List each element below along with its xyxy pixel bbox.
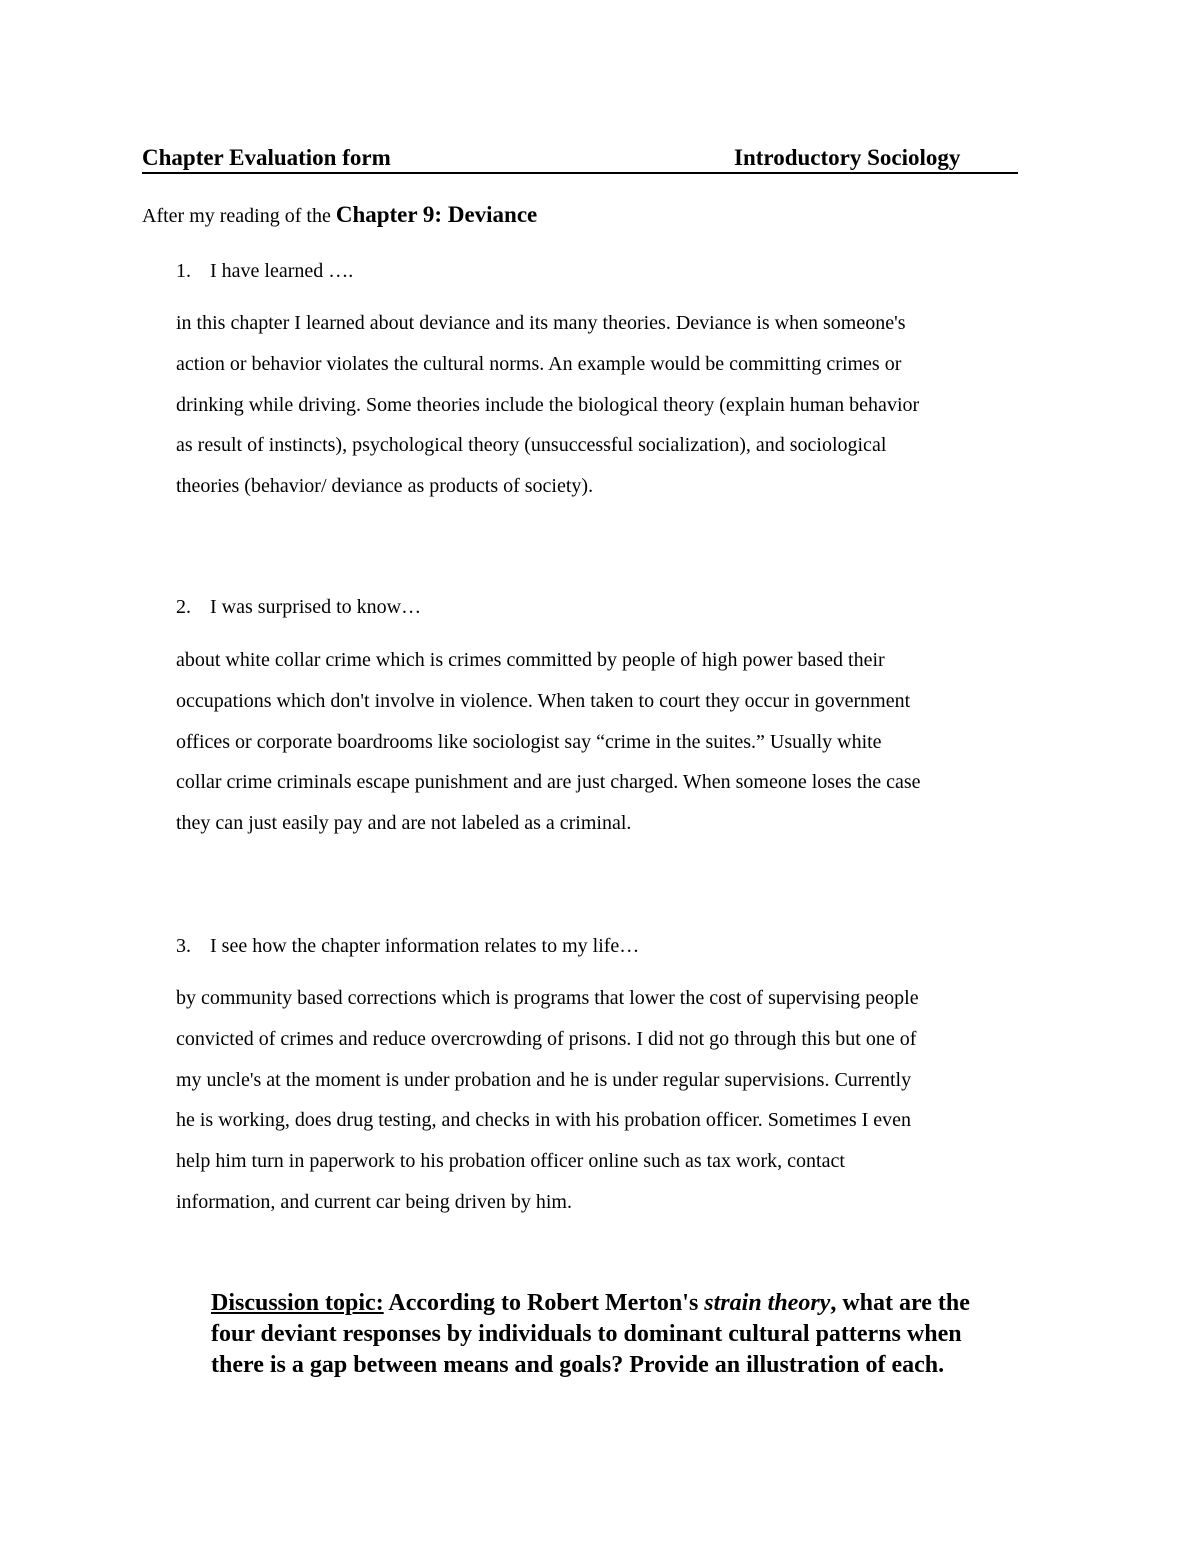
discussion-text: According to Robert Merton's [383, 1290, 705, 1316]
answer-line: collar crime criminals escape punishment and are just charged. When someone loses the case [176, 771, 921, 794]
discussion-line [211, 1288, 1071, 1319]
question-text: I have learned …. [210, 260, 354, 282]
answer-line: about white collar crime which is crimes committed by people of high power based their [176, 649, 885, 671]
answer-line: convicted of crimes and reduce overcrowding of prisons. I did not go through this but one of [176, 1027, 917, 1050]
intro-line [142, 200, 537, 231]
chapter-title: Chapter 9: Deviance [335, 202, 538, 227]
answer-line: drinking while driving. Some theories include the biological theory (explain human behavior [176, 393, 920, 416]
discussion-label: Discussion topic: [211, 1290, 384, 1316]
answer-line: he is working, does drug testing, and checks in with his probation officer. Sometimes I even [176, 1109, 912, 1132]
form-title: Chapter Evaluation form [142, 145, 391, 170]
answer-line: occupations which don't involve in violence. When taken to court they occur in government [176, 689, 911, 712]
answer-line: information, and current car being driven by him. [176, 1190, 572, 1213]
question-text: I see how the chapter information relates to my life… [210, 935, 640, 957]
answer-line: offices or corporate boardrooms like sociologist say “crime in the suites.” Usually white [176, 730, 882, 753]
question-3-prompt [176, 931, 639, 961]
intro-prefix: After my reading of the [142, 205, 336, 227]
question-number: 1. [176, 260, 191, 282]
course-title: Introductory Sociology [734, 145, 961, 170]
question-number: 2. [176, 596, 191, 618]
answer-line: my uncle's at the moment is under probation and he is under regular supervisions. Currently [176, 1068, 912, 1091]
question-number: 3. [176, 935, 191, 957]
form-header [142, 142, 1018, 174]
discussion-text: , what are the [830, 1290, 970, 1316]
question-1-answer [176, 303, 1066, 507]
question-2-prompt [176, 592, 421, 622]
discussion-line: there is a gap between means and goals? Provide an illustration of each. [211, 1352, 945, 1378]
answer-line: theories (behavior/ deviance as products of society). [176, 475, 594, 498]
question-3-answer [176, 978, 1066, 1223]
answer-line: as result of instincts), psychological theory (unsuccessful socialization), and sociological [176, 434, 887, 457]
discussion-line: four deviant responses by individuals to dominant cultural patterns when [211, 1321, 962, 1347]
answer-line: help him turn in paperwork to his probation officer online such as tax work, contact [176, 1150, 845, 1173]
question-1-prompt [176, 256, 353, 286]
question-text: I was surprised to know… [210, 596, 422, 618]
discussion-topic [211, 1288, 1071, 1381]
answer-line: action or behavior violates the cultural norms. An example would be committing crimes or [176, 352, 902, 375]
question-2-answer [176, 640, 1066, 844]
strain-theory-term: strain theory [704, 1290, 831, 1316]
answer-line: in this chapter I learned about deviance and its many theories. Deviance is when someone's [176, 312, 906, 334]
answer-line: they can just easily pay and are not labeled as a criminal. [176, 812, 632, 835]
answer-line: by community based corrections which is programs that lower the cost of supervising people [176, 987, 919, 1009]
